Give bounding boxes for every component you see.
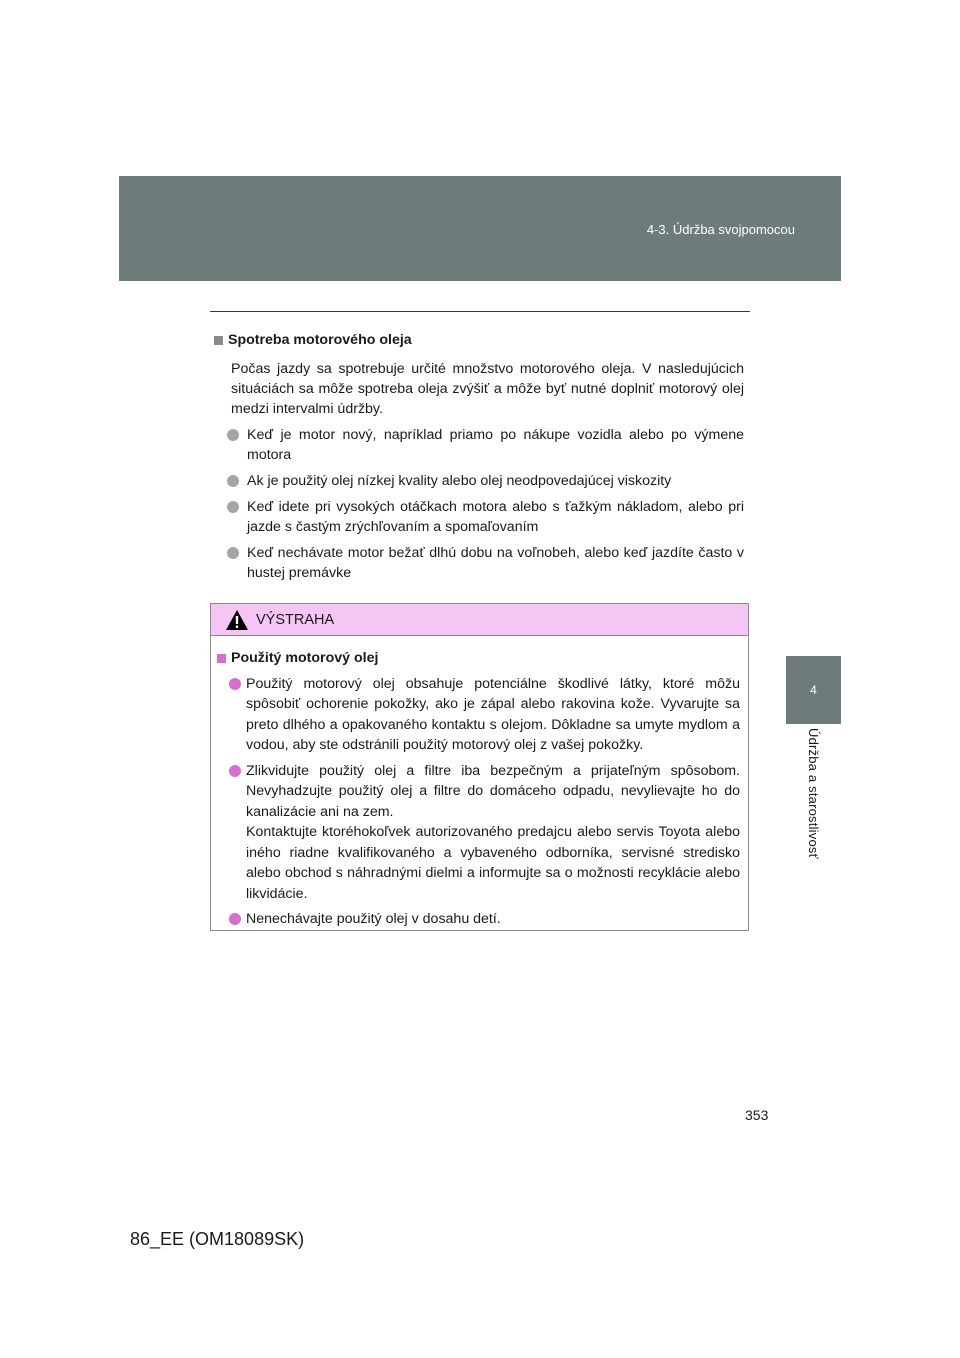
section-divider [210,311,750,312]
warning-box [210,603,749,931]
bullet-dot-icon [227,547,239,559]
bullet-dot-icon [229,678,241,690]
list-item: Nenechávajte použitý olej v dosahu detí. [229,909,740,930]
chapter-header-band [119,176,841,281]
square-bullet-icon [214,336,223,345]
condition-list [231,425,744,583]
page-number: 353 [745,1107,769,1123]
list-item: Keď nechávate motor bežať dlhú dobu na voľnobeh, alebo keď jazdíte často v hustej premávke [231,543,744,583]
warning-body [211,636,748,930]
bullet-dot-icon [227,475,239,487]
chapter-side-title: Údržba a starostlivosť [806,728,821,859]
list-item: Keď idete pri vysokých otáčkach motora alebo s ťažkým nákladom, alebo pri jazde s častým zrýchľovaním a spomaľovaním [231,497,744,537]
list-item: Zlikvidujte použitý olej a filtre iba bezpečným a prijateľným spôsobom. Nevyhadzujte použitý olej a filtre do domáceho odpadu, nevylievajte ho do kanalizácie ani na zem. Kontaktujte ktoréhokoľvek autorizovaného predajcu alebo servis Toyota alebo iného riadne kvalifikovaného a vybaveného odborníka, servisné stredisko alebo obchod s náhradnými dielmi a informujte sa o možnosti recyklácie alebo likvidácie. [229,761,740,905]
chapter-side-tab [786,656,841,724]
warning-triangle-icon [225,609,249,631]
section-paragraph: Počas jazdy sa spotrebuje určité množstvo motorového oleja. V nasledujúcich situáciách sa môže spotreba oleja zvýšiť a môže byť nutné doplniť motorový olej medzi intervalmi údržby. [231,361,744,417]
warning-list [229,674,740,930]
bullet-dot-icon [227,429,239,441]
warning-title: VÝSTRAHA [256,611,335,628]
bullet-dot-icon [229,913,241,925]
bullet-dot-icon [229,765,241,777]
recycling-contact-text: Kontaktujte ktoréhokoľvek autorizovaného predajcu alebo servis Toyota alebo iného riadne kvalifikovaného a vybaveného odborníka, servisné stredisko alebo obchod s náhradnými dielmi a informujte sa o možnosti recyklácie alebo likvidácie. [246,824,740,902]
oil-consumption-section [214,330,744,583]
bullet-dot-icon [227,501,239,513]
section-heading [214,330,744,350]
warning-heading-text: Použitý motorový olej [231,650,379,666]
section-heading-text: Spotreba motorového oleja [228,332,412,348]
list-item: Ak je použitý olej nízkej kvality alebo olej neodpovedajúcej viskozity [231,471,744,491]
list-item: Keď je motor nový, napríklad priamo po nákupe vozidla alebo po výmene motora [231,425,744,465]
warning-heading [217,648,740,669]
document-code: 86_EE (OM18089SK) [130,1229,305,1249]
list-item: Použitý motorový olej obsahuje potenciálne škodlivé látky, ktoré môžu spôsobiť ochorenie pokožky, ako je zápal alebo rakovina kože. Vyvarujte sa preto dlhého a opakovaného kontaktu s olejom. Dôkladne sa umyte mydlom a vodou, aby ste odstránili použitý motorový olej z vašej pokožky. [229,674,740,756]
chapter-title: 4-3. Údržba svojpomocou [646,222,795,237]
square-bullet-icon [217,654,226,663]
warning-header [211,604,748,636]
chapter-number: 4 [810,683,817,697]
